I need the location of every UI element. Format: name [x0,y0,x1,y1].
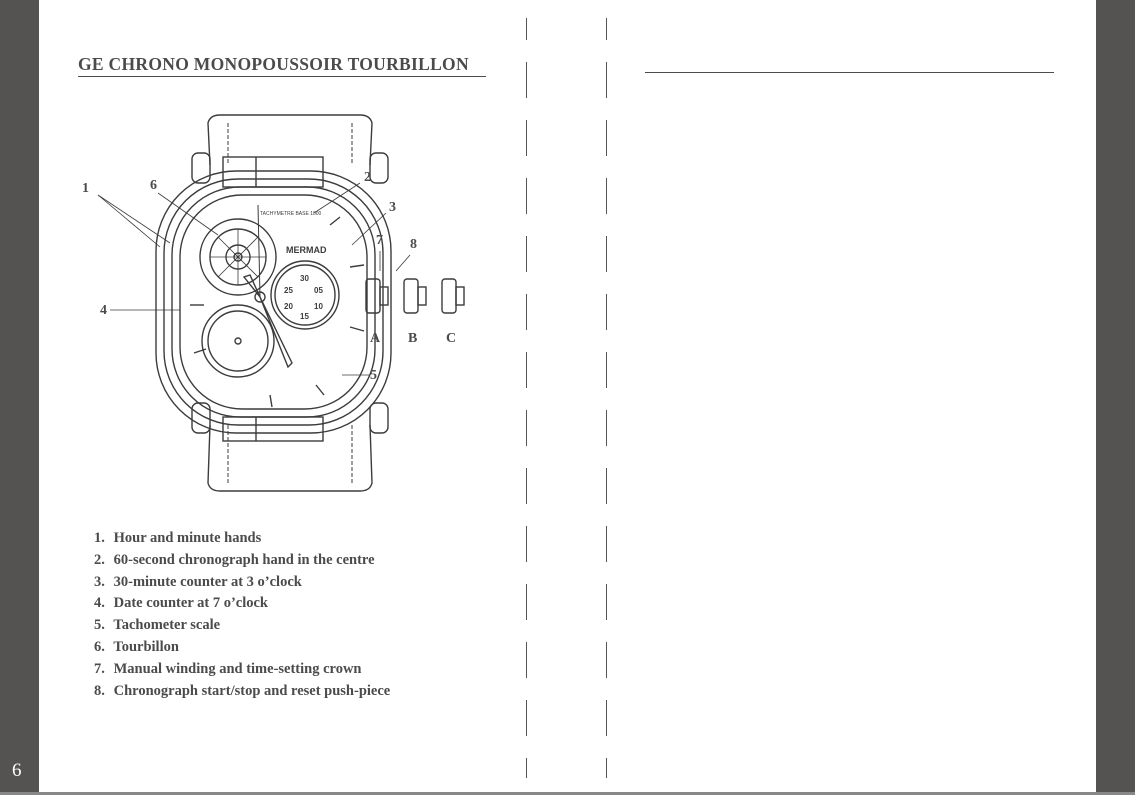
legend-item: 7. Manual winding and time-setting crown [94,660,362,677]
crown-label-c: C [446,331,457,346]
callout-2: 2 [364,170,371,185]
chrono-seconds-hand [258,205,260,297]
crown-label-a: A [370,331,381,346]
callout-6: 6 [150,178,157,193]
page-title: GE CHRONO MONOPOUSSOIR TOURBILLON [78,54,486,77]
subdial-number: 30 [300,274,309,283]
legend-item: 3. 30-minute counter at 3 o’clock [94,573,302,590]
callout-5: 5 [370,368,377,383]
right-page-rule [645,72,1054,73]
right-margin-band [1096,0,1135,795]
lower-strap [208,425,372,491]
crown-c [442,279,456,313]
crown-b [404,279,418,313]
watch-diagram [60,105,490,495]
legend-item: 6. Tourbillon [94,638,179,655]
crown-label-b: B [408,331,418,346]
left-margin-band [0,0,39,795]
tachymetre-text: TACHYMETRE BASE 1000 [260,211,322,217]
legend-item: 2. 60-second chronograph hand in the centre [94,551,375,568]
subdial-number: 10 [314,302,323,311]
callout-7: 7 [376,233,383,248]
callout-8: 8 [410,237,417,252]
subdial-number: 20 [284,302,293,311]
subdial-number: 05 [314,286,323,295]
dial-brand: MERMAD [286,245,327,255]
legend-item: 1. Hour and minute hands [94,530,262,546]
date-counter [202,305,274,377]
page-number: 6 [12,760,22,781]
crown-a [366,279,380,313]
subdial-number: 25 [284,286,293,295]
callout-4: 4 [100,303,107,318]
callout-3: 3 [389,200,396,215]
legend-list [94,528,390,702]
legend-item: 4. Date counter at 7 o’clock [94,595,268,612]
legend-item: 8. Chronograph start/stop and reset push-piece [94,682,391,699]
callout-1: 1 [82,181,89,196]
subdial-number: 15 [300,312,309,321]
legend-item: 5. Tachometer scale [94,617,221,634]
